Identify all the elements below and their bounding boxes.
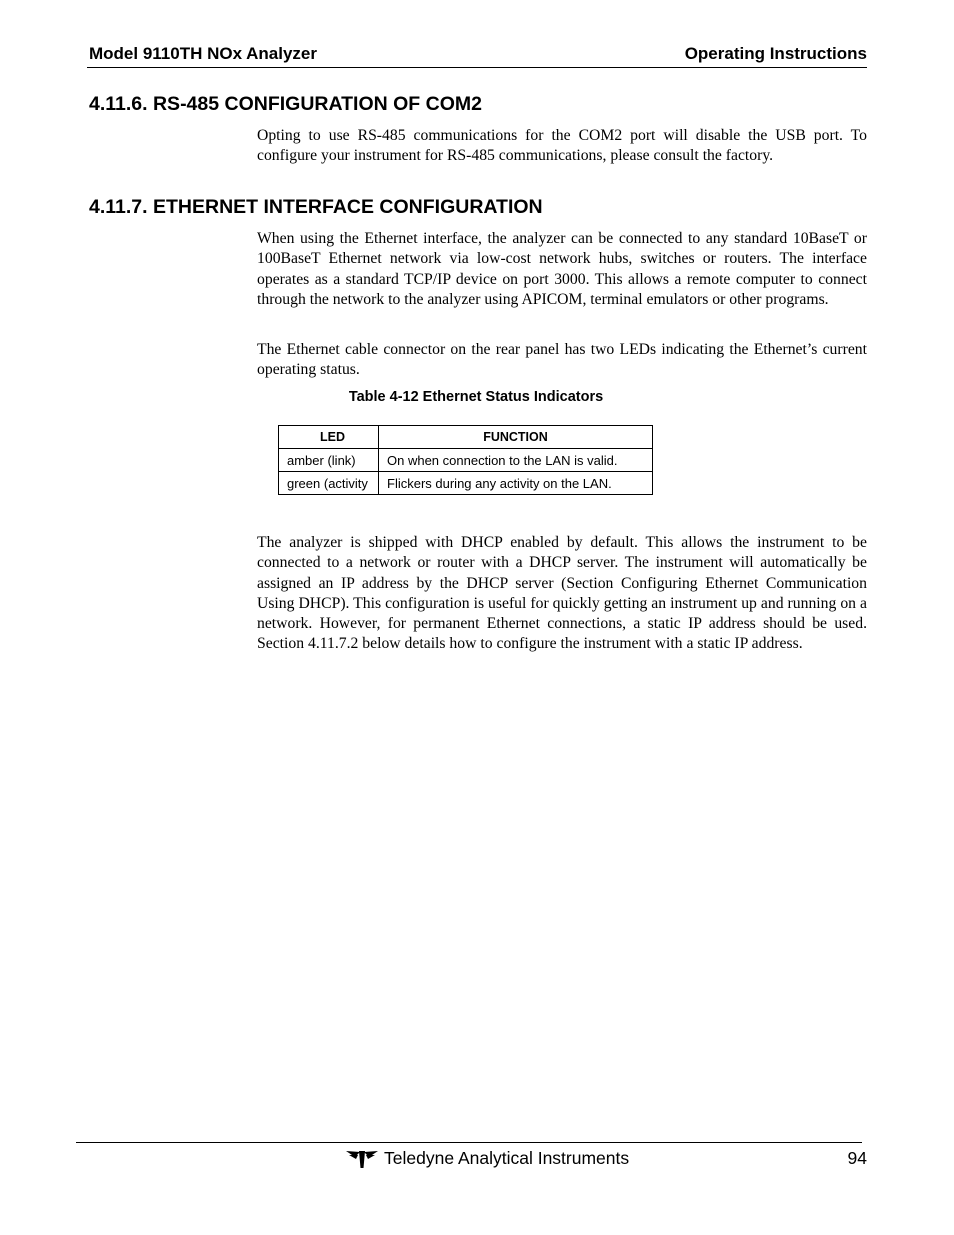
table-row <box>279 472 653 495</box>
paragraph-dhcp: The analyzer is shipped with DHCP enabled by default. This allows the instrument to be connected to a network or router with a DHCP server. The instrument will automatically be assigned an IP address by the DHCP server (Section Configuring Ethernet Communication Using DHCP). This configuration is useful for quickly getting an instrument up and running on a network. However, for permanent Ethernet connections, a static IP address should be used. Section 4.11.7.2 below details how to configure the instrument with a static IP address. <box>257 534 867 653</box>
running-header-section: Operating Instructions <box>684 44 867 63</box>
header-divider <box>87 67 867 68</box>
section-heading-ethernet: 4.11.7. ETHERNET INTERFACE CONFIGURATION <box>89 196 543 218</box>
table-caption: Table 4-12 Ethernet Status Indicators <box>348 389 604 405</box>
page-number: 94 <box>847 1148 867 1168</box>
table-header-row <box>279 426 653 449</box>
section-heading-rs485: 4.11.6. RS-485 CONFIGURATION OF COM2 <box>89 93 482 115</box>
running-header-title: Model 9110TH NOx Analyzer <box>89 44 318 63</box>
ethernet-status-table <box>278 425 653 495</box>
table-cell-led: green (activity <box>279 472 379 495</box>
footer-divider <box>76 1142 862 1143</box>
table-row <box>279 449 653 472</box>
paragraph-ethernet-leds: The Ethernet cable connector on the rear panel has two LEDs indicating the Ethernet’s current operating status. <box>257 341 867 379</box>
table-cell-function: On when connection to the LAN is valid. <box>379 449 653 472</box>
table-cell-function: Flickers during any activity on the LAN. <box>379 472 653 495</box>
teledyne-logo-icon <box>345 1149 379 1169</box>
paragraph-rs485: Opting to use RS-485 communications for the COM2 port will disable the USB port. To configure your instrument for RS-485 communications, please consult the factory. <box>257 127 867 165</box>
footer-company: Teledyne Analytical Instruments <box>384 1148 630 1168</box>
column-header-led: LED <box>279 426 379 449</box>
paragraph-ethernet-intro: When using the Ethernet interface, the analyzer can be connected to any standard 10BaseT or 100BaseT Ethernet network via low-cost network hubs, switches or routers. The interface operates as a standard TCP/IP device on port 3000. This allows a remote computer to connect through the network to the analyzer using APICOM, terminal emulators or other programs. <box>257 230 867 308</box>
column-header-function: FUNCTION <box>379 426 653 449</box>
table-cell-led: amber (link) <box>279 449 379 472</box>
